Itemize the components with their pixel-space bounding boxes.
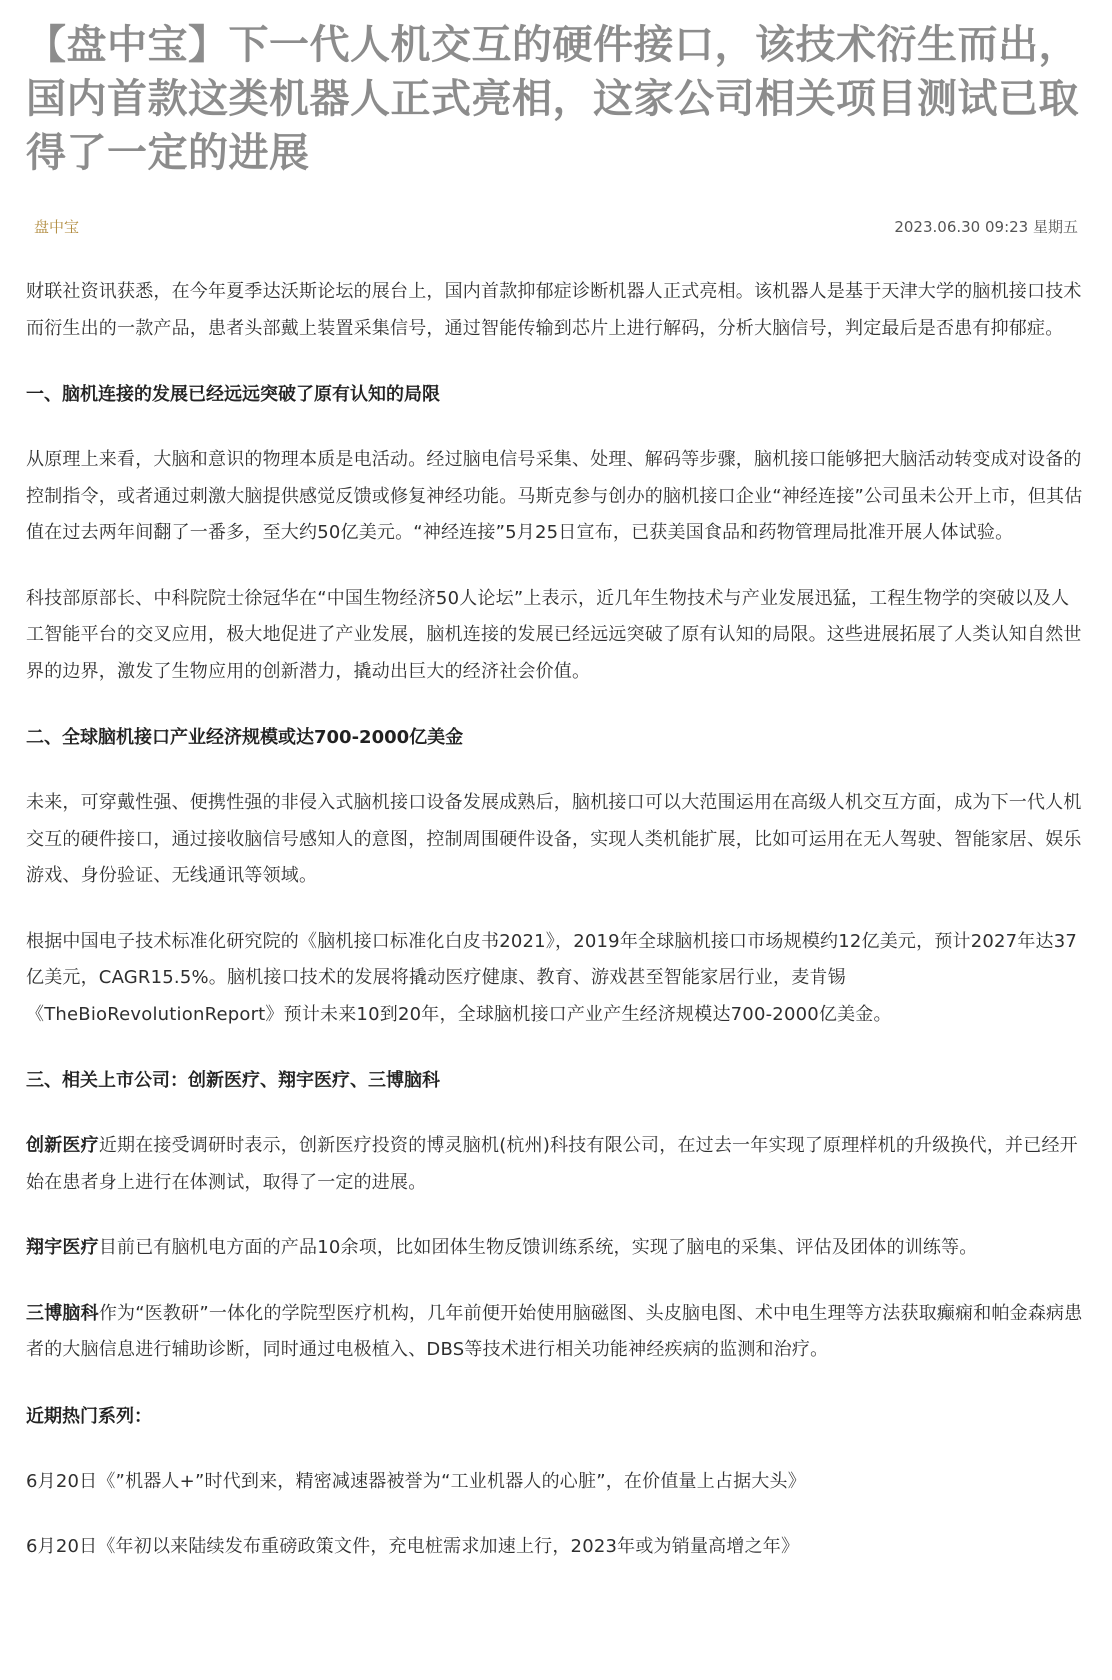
section1-paragraph-2: 科技部原部长、中科院院士徐冠华在“中国生物经济50人论坛”上表示，近几年生物技术与产业发展迅猛，工程生物学的突破以及人工智能平台的交叉应用，极大地促进了产业发展，脑机连接的发展已经远远突破了原有认知的局限。这些进展拓展了人类认知自然世界的边界，激发了生物应用的创新潜力，撬动出巨大的经济社会价值。 [26,587,1082,682]
intro-paragraph: 财联社资讯获悉，在今年夏季达沃斯论坛的展台上，国内首款抑郁症诊断机器人正式亮相。该机器人是基于天津大学的脑机接口技术而衍生出的一款产品，患者头部戴上装置采集信号，通过智能传输到芯片上进行解码，分析大脑信号，判定最后是否患有抑郁症。 [26,281,1082,339]
section2-paragraph-2: 根据中国电子技术标准化研究院的《脑机接口标准化白皮书2021》，2019年全球脑机接口市场规模约12亿美元，预计2027年达37亿美元，CAGR15.5%。脑机接口技术的发展将撬动医疗健康、教育、游戏甚至智能家居行业，麦肯锡《TheBioRevolutionReport》预计未来10到20年，全球脑机接口产业产生经济规模达700-2000亿美金。 [26,930,1078,1025]
related-link-2[interactable]: 6月20日《年初以来陆续发布重磅政策文件，充电桩需求加速上行，2023年或为销量高增之年》 [26,1536,800,1557]
related-link-1[interactable]: 6月20日《”机器人+”时代到来，精密减速器被誉为“工业机器人的心脏”，在价值量上占据大头》 [26,1470,806,1492]
section-heading-2: 二、全球脑机接口产业经济规模或达700-2000亿美金 [26,727,464,748]
section1-paragraph-1: 从原理上来看，大脑和意识的物理本质是电活动。经过脑电信号采集、处理、解码等步骤，脑机接口能够把大脑活动转变成对设备的控制指令，或者通过刺激大脑提供感觉反馈或修复神经功能。马斯克参与创办的脑机接口企业“神经连接”公司虽未公开上市，但其估值在过去两年间翻了一番多，至大约50亿美元。“神经连接”5月25日宣布，已获美国食品和药物管理局批准开展人体试验。 [26,449,1083,543]
section-heading-1: 一、脑机连接的发展已经远远突破了原有认知的局限 [26,384,440,405]
company-paragraph-1 [26,1128,1086,1201]
company-paragraph-3 [26,1296,1086,1369]
company-paragraph-2 [26,1230,1086,1267]
article-body [26,274,1086,1566]
article-meta [26,214,1086,238]
company-name-2: 翔宇医疗 [26,1237,99,1258]
company-name-3: 三博脑科 [26,1302,99,1324]
article-datetime: 2023.06.30 09:23 星期五 [894,217,1078,236]
related-series-heading: 近期热门系列： [26,1405,152,1427]
company-text-2: 目前已有脑机电方面的产品10余项，比如团体生物反馈训练系统，实现了脑电的采集、评估及团体的训练等。 [98,1237,978,1258]
company-text-1: 近期在接受调研时表示，创新医疗投资的博灵脑机(杭州)科技有限公司，在过去一年实现了原理样机的升级换代，并已经开始在患者身上进行在体测试，取得了一定的进展。 [26,1135,1078,1193]
company-name-1: 创新医疗 [26,1135,99,1156]
section-heading-3: 三、相关上市公司：创新医疗、翔宇医疗、三博脑科 [26,1070,440,1091]
article-title: 【盘中宝】下一代人机交互的硬件接口，该技术衍生而出，国内首款这类机器人正式亮相，这家公司相关项目测试已取得了一定的进展 [26,22,1079,176]
article-source[interactable]: 盘中宝 [34,217,80,236]
company-text-3: 作为“医教研”一体化的学院型医疗机构，几年前便开始使用脑磁图、头皮脑电图、术中电生理等方法获取癫痫和帕金森病患者的大脑信息进行辅助诊断，同时通过电极植入、DBS等技术进行相关功能神经疾病的监测和治疗。 [26,1302,1083,1360]
section2-paragraph-1: 未来，可穿戴性强、便携性强的非侵入式脑机接口设备发展成熟后，脑机接口可以大范围运用在高级人机交互方面，成为下一代人机交互的硬件接口，通过接收脑信号感知人的意图，控制周围硬件设备，实现人类机能扩展，比如可运用在无人驾驶、智能家居、娱乐游戏、身份验证、无线通讯等领域。 [26,792,1082,886]
